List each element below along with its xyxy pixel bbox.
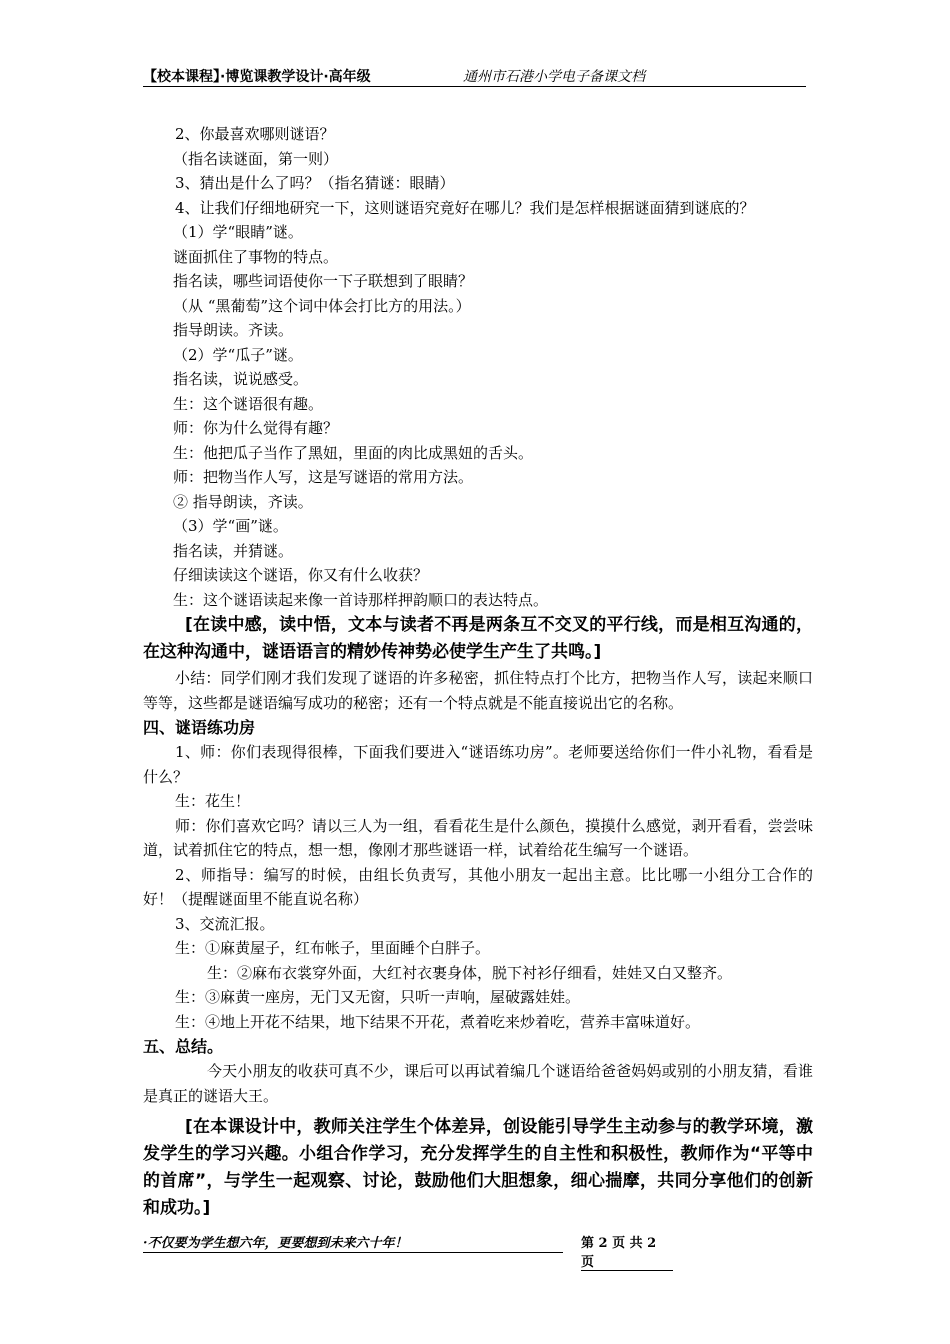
paragraph: 3、交流汇报。	[175, 914, 275, 933]
section-heading-4: 四、谜语练功房	[143, 718, 256, 737]
body-line: 谜面抓住了事物的特点。	[173, 247, 339, 266]
summary-paragraph: 小结：同学们刚才我们发现了谜语的许多秘密，抓住特点打个比方，把物当作人写，读起来顺口等等，这些都是谜语编写成功的秘密；还有一个特点就是不能直接说出它的名称。	[143, 669, 813, 712]
body-line: 生：这个谜语很有趣。	[173, 394, 324, 413]
body-line: 3、猜出是什么了吗？（指名猜谜：眼睛）	[175, 174, 455, 192]
student-answer: 生：③麻黄一座房，无门又无窗，只听一声响，屋破露娃娃。	[175, 988, 581, 1006]
body-line: 指名读，说说感受。	[173, 370, 309, 388]
body-line: （指名读谜面，第一则）	[173, 149, 339, 168]
teaching-comment: [在本课设计中，教师关注学生个体差异，创设能引导学生主动参与的教学环境，激发学生的学习兴趣。小组合作学习，充分发挥学生的自主性和积极性，教师作为“平等中的首席”，与学生一起观察、讨论，鼓励他们大胆想象，细心揣摩，共同分享他们的创新和成功。]	[143, 1117, 813, 1218]
teaching-comment: [在读中感，读中悟，文本与读者不再是两条互不交叉的平行线，而是相互沟通的，在这种沟通中，谜语语言的精妙传神势必使学生产生了共鸣。]	[143, 615, 813, 662]
body-line: 4、让我们仔细地研究一下，这则谜语究竟好在哪儿？我们是怎样根据谜面猜到谜底的？	[175, 198, 755, 217]
body-line: 生：这个谜语读起来像一首诗那样押韵顺口的表达特点。	[173, 590, 549, 609]
body-line: （1）学“眼睛”谜。	[173, 223, 303, 241]
paragraph: 2、师指导：编写的时候，由组长负责写，其他小朋友一起出主意。比比哪一小组分工合作的好！（提醒谜面里不能直说名称）	[143, 865, 813, 908]
footer-motto: ·不仅要为学生想六年，更要想到未来六十年！	[143, 1232, 563, 1253]
body-line: 指导朗读。齐读。	[173, 321, 294, 339]
header-course-title: 【校本课程】·博览课教学设计·高年级	[143, 69, 371, 85]
page-footer	[143, 1232, 673, 1270]
student-answer: 生：①麻黄屋子，红布帐子，里面睡个白胖子。	[175, 939, 491, 957]
paragraph: 师：你们喜欢它吗？请以三人为一组，看看花生是什么颜色，摸摸什么感觉，剥开看看，尝尝味道，试着抓住它的特点，想一想，像刚才那些谜语一样，试着给花生编写一个谜语。	[143, 816, 813, 859]
body-line: 指名读，哪些词语使你一下子联想到了眼睛？	[173, 272, 474, 290]
body-line: 生：他把瓜子当作了黑妞，里面的肉比成黑妞的舌头。	[173, 443, 534, 462]
body-line: （2）学“瓜子”谜。	[173, 345, 303, 364]
page-number: 第 2 页 共 2 页	[581, 1232, 673, 1271]
section-heading-5: 五、总结。	[143, 1037, 224, 1056]
body-line: 师：你为什么觉得有趣？	[173, 419, 339, 437]
paragraph: 1、师：你们表现得很棒，下面我们要进入“谜语练功房”。老师要送给你们一件小礼物，看看是什么？	[143, 743, 813, 786]
student-answer: 生：②麻布衣裳穿外面，大红衬衣裹身体，脱下衬衫仔细看，娃娃又白又整齐。	[207, 963, 733, 982]
body-line: （从 “黑葡萄”这个词中体会打比方的用法。）	[173, 296, 471, 315]
header-school-doc: 通州市石港小学电子备课文档	[463, 69, 645, 85]
page-header	[143, 66, 806, 87]
student-answer: 生：④地上开花不结果，地下结果不开花，煮着吃来炒着吃，营养丰富味道好。	[175, 1012, 701, 1031]
body-line: 2、你最喜欢哪则谜语？	[175, 125, 335, 143]
paragraph: 今天小朋友的收获可真不少，课后可以再试着编几个谜语给爸爸妈妈或别的小朋友猜，看谁是真正的谜语大王。	[143, 1062, 813, 1105]
body-line: （3）学“画”谜。	[173, 517, 288, 535]
document-body	[143, 122, 813, 1222]
paragraph: 生：花生！	[175, 792, 251, 810]
body-line: ② 指导朗读，齐读。	[173, 492, 313, 511]
body-line: 指名读，并猜谜。	[173, 541, 294, 560]
body-line: 仔细读读这个谜语，你又有什么收获？	[173, 566, 429, 584]
body-line: 师：把物当作人写，这是写谜语的常用方法。	[173, 468, 474, 486]
